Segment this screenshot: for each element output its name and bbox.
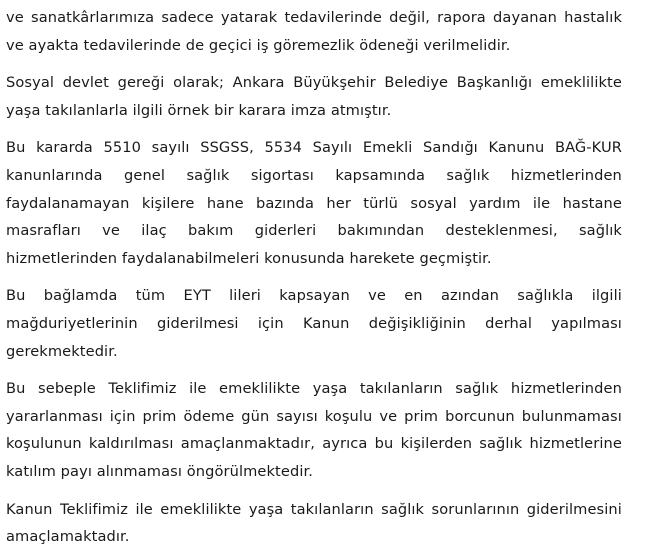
- paragraph-line: faydalanamayan kişilere hane bazında her türlü sosyal yardım ile hastane: [6, 194, 622, 212]
- paragraph-line: Kanun Teklifimiz ile emeklilikte yaşa takılanların sağlık sorunlarının giderilmesini: [6, 500, 622, 518]
- paragraph-4: [6, 282, 622, 365]
- paragraph-line: amaçlamaktadır.: [6, 528, 130, 546]
- paragraph-line: mağduriyetlerinin giderilmesi için Kanun değişikliğinin derhal yapılması: [6, 314, 622, 332]
- paragraph-line: masrafları ve ilaç bakım giderleri bakımından desteklenmesi, sağlık: [6, 222, 622, 240]
- paragraph-line: ve ayakta tedavilerinde de geçici iş göremezlik ödeneği verilmelidir.: [6, 36, 511, 54]
- paragraph-3: [6, 134, 622, 272]
- paragraph-line: Bu kararda 5510 sayılı SSGSS, 5534 Sayılı Emekli Sandığı Kanunu BAĞ-KUR: [6, 139, 622, 157]
- document-page: [6, 0, 622, 551]
- paragraph-line: koşulunun kaldırılması amaçlanmaktadır, ayrıca bu kişilerden sağlık hizmetlerine: [6, 435, 622, 453]
- paragraph-line: katılım payı alınmaması öngörülmektedir.: [6, 462, 313, 480]
- paragraph-line: ve sanatkârlarımıza sadece yatarak tedavilerinde değil, rapora dayanan hastalık: [6, 9, 622, 26]
- paragraph-line: Sosyal devlet gereği olarak; Ankara Büyükşehir Belediye Başkanlığı emeklilikte: [6, 74, 622, 92]
- paragraph-line: yaşa takılanlarla ilgili örnek bir karara imza atmıştır.: [6, 101, 392, 119]
- paragraph-line: hizmetlerinden faydalanabilmeleri konusunda harekete geçmiştir.: [6, 249, 492, 267]
- paragraph-line: Bu sebeple Teklifimiz ile emeklilikte yaşa takılanların sağlık hizmetlerinden: [6, 380, 622, 398]
- paragraph-line: yararlanması için prim ödeme gün sayısı koşulu ve prim borcunun bulunmaması: [6, 407, 622, 425]
- paragraph-5: [6, 375, 622, 485]
- paragraph-line: Bu bağlamda tüm EYT lileri kapsayan ve en azından sağlıkla ilgili: [6, 287, 622, 305]
- paragraph-line: gerekmektedir.: [6, 342, 118, 360]
- paragraph-line: kanunlarında genel sağlık sigortası kapsamında sağlık hizmetlerinden: [6, 166, 622, 184]
- paragraph-1: [6, 4, 622, 59]
- paragraph-6: [6, 496, 622, 551]
- paragraph-2: [6, 69, 622, 124]
